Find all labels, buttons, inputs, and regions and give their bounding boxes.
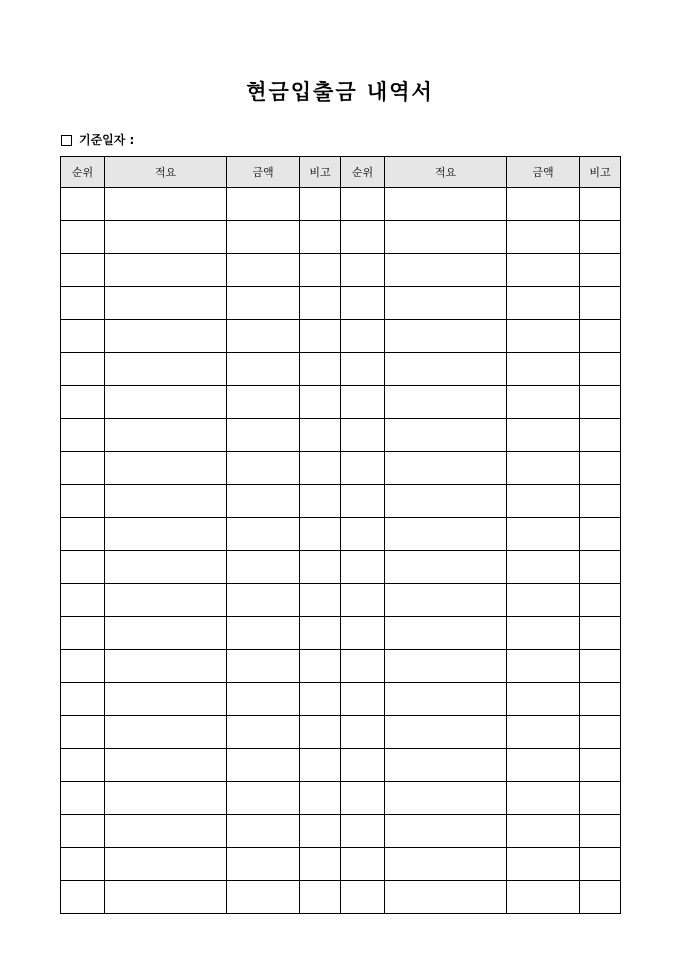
cell-amount: [507, 518, 580, 551]
cell-description: [105, 815, 227, 848]
cell-remarks: [580, 485, 621, 518]
header-amount: 금액: [227, 157, 300, 188]
table-row: [61, 584, 621, 617]
cell-amount: [227, 551, 300, 584]
cell-remarks: [580, 452, 621, 485]
cell-description: [105, 650, 227, 683]
cell-remarks: [300, 254, 341, 287]
cell-rank: [61, 353, 105, 386]
cell-description: [105, 452, 227, 485]
table-row: [61, 254, 621, 287]
cell-amount: [507, 617, 580, 650]
cell-amount: [227, 320, 300, 353]
cell-remarks: [300, 188, 341, 221]
cell-amount: [507, 782, 580, 815]
table-row: [61, 287, 621, 320]
cell-amount: [227, 584, 300, 617]
cell-remarks: [300, 518, 341, 551]
cell-description: [105, 353, 227, 386]
cell-rank: [61, 716, 105, 749]
cell-amount: [227, 848, 300, 881]
cell-remarks: [300, 749, 341, 782]
cell-description: [105, 848, 227, 881]
cell-remarks: [300, 617, 341, 650]
cell-amount: [227, 716, 300, 749]
table-row: [61, 650, 621, 683]
cell-remarks: [300, 320, 341, 353]
cell-description: [385, 353, 507, 386]
cell-description: [385, 683, 507, 716]
cell-remarks: [580, 287, 621, 320]
cell-description: [105, 683, 227, 716]
cell-rank: [61, 518, 105, 551]
table-row: [61, 320, 621, 353]
cell-description: [385, 815, 507, 848]
cell-description: [385, 452, 507, 485]
cell-remarks: [300, 650, 341, 683]
header-rank: 순위: [61, 157, 105, 188]
cell-description: [385, 518, 507, 551]
cell-description: [105, 584, 227, 617]
cell-rank: [341, 650, 385, 683]
cell-rank: [341, 452, 385, 485]
cell-rank: [61, 881, 105, 914]
header-description: 적요: [385, 157, 507, 188]
cell-description: [385, 287, 507, 320]
cell-description: [105, 881, 227, 914]
cell-amount: [227, 221, 300, 254]
cell-description: [105, 617, 227, 650]
cell-rank: [341, 881, 385, 914]
cell-rank: [61, 254, 105, 287]
cell-remarks: [580, 650, 621, 683]
table-row: [61, 221, 621, 254]
cell-amount: [507, 386, 580, 419]
cell-remarks: [300, 782, 341, 815]
cell-rank: [61, 551, 105, 584]
cell-description: [385, 782, 507, 815]
cell-remarks: [580, 815, 621, 848]
header-remarks: 비고: [580, 157, 621, 188]
cell-description: [385, 188, 507, 221]
header-amount: 금액: [507, 157, 580, 188]
cell-amount: [227, 683, 300, 716]
cell-description: [385, 485, 507, 518]
cell-remarks: [300, 551, 341, 584]
cell-amount: [507, 815, 580, 848]
cell-remarks: [300, 881, 341, 914]
header-rank: 순위: [341, 157, 385, 188]
cell-remarks: [300, 452, 341, 485]
cell-rank: [341, 287, 385, 320]
cell-rank: [341, 584, 385, 617]
table-row: [61, 749, 621, 782]
cell-description: [385, 881, 507, 914]
cell-amount: [507, 881, 580, 914]
cell-remarks: [300, 287, 341, 320]
cell-description: [105, 782, 227, 815]
cell-rank: [341, 848, 385, 881]
table-row: [61, 419, 621, 452]
checkbox-icon: [61, 135, 72, 146]
cell-description: [105, 419, 227, 452]
table-row: [61, 188, 621, 221]
base-date-label: 기준일자 :: [79, 133, 135, 147]
cell-description: [105, 254, 227, 287]
cell-amount: [227, 881, 300, 914]
cell-amount: [227, 452, 300, 485]
cell-rank: [341, 419, 385, 452]
cell-rank: [61, 386, 105, 419]
header-remarks: 비고: [300, 157, 341, 188]
cell-amount: [507, 419, 580, 452]
table-row: [61, 386, 621, 419]
cell-description: [105, 287, 227, 320]
cell-amount: [227, 617, 300, 650]
cell-description: [385, 617, 507, 650]
cell-rank: [61, 749, 105, 782]
cell-amount: [507, 749, 580, 782]
cell-remarks: [580, 716, 621, 749]
table-row: [61, 485, 621, 518]
cell-description: [105, 386, 227, 419]
cell-remarks: [300, 848, 341, 881]
cell-amount: [227, 287, 300, 320]
cell-amount: [507, 353, 580, 386]
cell-description: [385, 848, 507, 881]
table-header-row: [61, 157, 621, 188]
cell-rank: [61, 650, 105, 683]
cell-description: [385, 254, 507, 287]
table-row: [61, 551, 621, 584]
cell-rank: [341, 518, 385, 551]
cell-rank: [341, 320, 385, 353]
cell-description: [385, 551, 507, 584]
table-body: [61, 188, 621, 914]
cell-amount: [227, 353, 300, 386]
cell-amount: [507, 650, 580, 683]
cell-amount: [507, 188, 580, 221]
cell-amount: [507, 485, 580, 518]
cell-rank: [61, 782, 105, 815]
cell-remarks: [300, 353, 341, 386]
cell-rank: [341, 485, 385, 518]
cell-amount: [507, 221, 580, 254]
cell-amount: [507, 452, 580, 485]
cell-rank: [341, 716, 385, 749]
cell-rank: [61, 584, 105, 617]
cell-rank: [341, 782, 385, 815]
cell-remarks: [300, 419, 341, 452]
cell-rank: [61, 452, 105, 485]
cell-amount: [227, 485, 300, 518]
cell-rank: [341, 815, 385, 848]
cell-remarks: [300, 221, 341, 254]
cell-remarks: [580, 188, 621, 221]
cell-description: [385, 650, 507, 683]
cell-rank: [61, 221, 105, 254]
cell-remarks: [300, 485, 341, 518]
cell-description: [105, 188, 227, 221]
cell-rank: [341, 386, 385, 419]
cell-amount: [227, 419, 300, 452]
cell-description: [385, 419, 507, 452]
cell-remarks: [580, 386, 621, 419]
cell-amount: [227, 386, 300, 419]
cell-rank: [341, 617, 385, 650]
table-row: [61, 782, 621, 815]
table-row: [61, 452, 621, 485]
cell-amount: [507, 716, 580, 749]
cell-description: [105, 221, 227, 254]
cell-remarks: [300, 716, 341, 749]
cell-description: [385, 584, 507, 617]
cell-rank: [341, 749, 385, 782]
cell-remarks: [580, 254, 621, 287]
cell-rank: [61, 287, 105, 320]
base-date-line: [61, 132, 134, 148]
table-row: [61, 617, 621, 650]
cell-rank: [61, 188, 105, 221]
cell-description: [385, 221, 507, 254]
table-row: [61, 716, 621, 749]
table-row: [61, 848, 621, 881]
cell-amount: [507, 584, 580, 617]
cell-remarks: [580, 683, 621, 716]
cell-amount: [507, 320, 580, 353]
cell-rank: [341, 683, 385, 716]
table-row: [61, 815, 621, 848]
cell-description: [105, 551, 227, 584]
cell-remarks: [580, 584, 621, 617]
cell-remarks: [300, 683, 341, 716]
page-title: 현금입출금 내역서: [246, 79, 434, 104]
cell-rank: [61, 320, 105, 353]
table-row: [61, 353, 621, 386]
table-row: [61, 683, 621, 716]
cell-remarks: [580, 419, 621, 452]
cell-rank: [61, 485, 105, 518]
cell-remarks: [580, 320, 621, 353]
table-row: [61, 518, 621, 551]
cell-amount: [227, 188, 300, 221]
cell-remarks: [580, 782, 621, 815]
cell-remarks: [300, 584, 341, 617]
cell-rank: [341, 254, 385, 287]
cell-description: [385, 749, 507, 782]
cell-remarks: [300, 815, 341, 848]
cell-amount: [507, 254, 580, 287]
cell-description: [105, 518, 227, 551]
cell-description: [105, 485, 227, 518]
cell-rank: [341, 221, 385, 254]
cell-amount: [227, 815, 300, 848]
cell-rank: [61, 848, 105, 881]
cell-remarks: [300, 386, 341, 419]
cell-rank: [61, 419, 105, 452]
header-description: 적요: [105, 157, 227, 188]
cell-amount: [227, 650, 300, 683]
cell-description: [105, 716, 227, 749]
cell-amount: [227, 518, 300, 551]
cell-rank: [341, 551, 385, 584]
cash-ledger-table: [60, 156, 621, 914]
cell-remarks: [580, 353, 621, 386]
cell-description: [385, 320, 507, 353]
cell-remarks: [580, 518, 621, 551]
cell-rank: [61, 683, 105, 716]
cell-rank: [61, 815, 105, 848]
cell-amount: [227, 749, 300, 782]
cell-description: [385, 716, 507, 749]
cell-remarks: [580, 551, 621, 584]
cell-remarks: [580, 749, 621, 782]
cell-amount: [227, 254, 300, 287]
cell-amount: [507, 848, 580, 881]
cell-remarks: [580, 881, 621, 914]
cell-amount: [507, 287, 580, 320]
cell-amount: [227, 782, 300, 815]
cell-remarks: [580, 848, 621, 881]
cell-rank: [341, 188, 385, 221]
cell-description: [105, 749, 227, 782]
cell-rank: [341, 353, 385, 386]
cell-description: [105, 320, 227, 353]
cell-amount: [507, 683, 580, 716]
cell-amount: [507, 551, 580, 584]
table-row: [61, 881, 621, 914]
cell-rank: [61, 617, 105, 650]
cell-remarks: [580, 617, 621, 650]
cell-remarks: [580, 221, 621, 254]
cell-description: [385, 386, 507, 419]
